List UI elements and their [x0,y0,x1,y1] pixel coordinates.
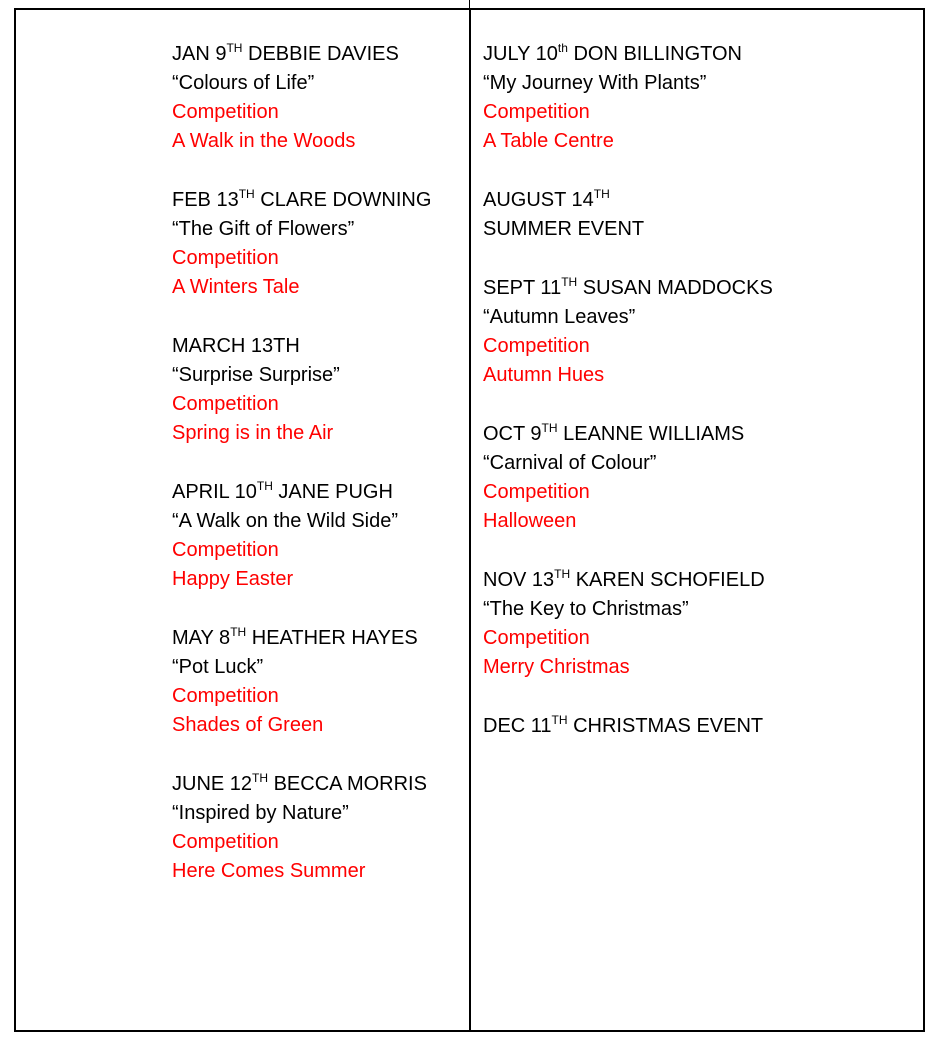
programme-column-left [16,10,471,1030]
top-divider-tick [469,0,470,8]
event-title: “The Key to Christmas” [483,598,689,620]
event-heading: APRIL 10TH JANE PUGH [172,479,393,503]
programme-column-right [471,10,923,1030]
competition-theme: Happy Easter [172,568,294,590]
event-sept [483,274,923,390]
competition-theme: Merry Christmas [483,656,630,678]
event-title: “Colours of Life” [172,72,315,94]
competition-label: Competition [172,831,279,853]
competition-theme: Halloween [483,510,577,532]
event-june [172,770,469,886]
event-dec [483,712,923,741]
event-heading: FEB 13TH CLARE DOWNING [172,187,432,211]
event-feb [172,186,469,302]
event-jan [172,40,469,156]
event-heading: DEC 11TH CHRISTMAS EVENT [483,713,764,737]
event-heading: AUGUST 14TH [483,187,610,211]
competition-theme: Shades of Green [172,714,324,736]
competition-label: Competition [483,101,590,123]
event-title: “Surprise Surprise” [172,364,340,386]
event-heading: JAN 9TH DEBBIE DAVIES [172,41,399,65]
competition-theme: Spring is in the Air [172,422,334,444]
event-heading: MARCH 13TH [172,335,300,357]
event-heading: JULY 10th DON BILLINGTON [483,41,743,65]
event-july [483,40,923,156]
event-title: “A Walk on the Wild Side” [172,510,399,532]
event-august [483,186,923,244]
event-heading: JUNE 12TH BECCA MORRIS [172,771,427,795]
competition-theme: A Walk in the Woods [172,130,356,152]
event-title: “My Journey With Plants” [483,72,707,94]
event-oct [483,420,923,536]
competition-theme: A Winters Tale [172,276,300,298]
event-nov [483,566,923,682]
competition-label: Competition [483,627,590,649]
competition-label: Competition [172,685,279,707]
event-may [172,624,469,740]
event-heading: OCT 9TH LEANNE WILLIAMS [483,421,745,445]
event-march [172,332,469,448]
event-title: “Pot Luck” [172,656,264,678]
competition-theme: A Table Centre [483,130,614,152]
event-heading: MAY 8TH HEATHER HAYES [172,625,418,649]
competition-label: Competition [172,101,279,123]
competition-label: Competition [172,539,279,561]
event-heading: SEPT 11TH SUSAN MADDOCKS [483,275,773,299]
competition-label: Competition [483,335,590,357]
event-title: “Autumn Leaves” [483,306,636,328]
event-title: SUMMER EVENT [483,218,645,240]
event-title: “Carnival of Colour” [483,452,657,474]
programme-table [14,8,925,1032]
event-heading: NOV 13TH KAREN SCHOFIELD [483,567,765,591]
competition-theme: Autumn Hues [483,364,605,386]
competition-theme: Here Comes Summer [172,860,366,882]
event-april [172,478,469,594]
event-title: “Inspired by Nature” [172,802,349,824]
event-title: “The Gift of Flowers” [172,218,355,240]
competition-label: Competition [172,393,279,415]
competition-label: Competition [483,481,590,503]
competition-label: Competition [172,247,279,269]
